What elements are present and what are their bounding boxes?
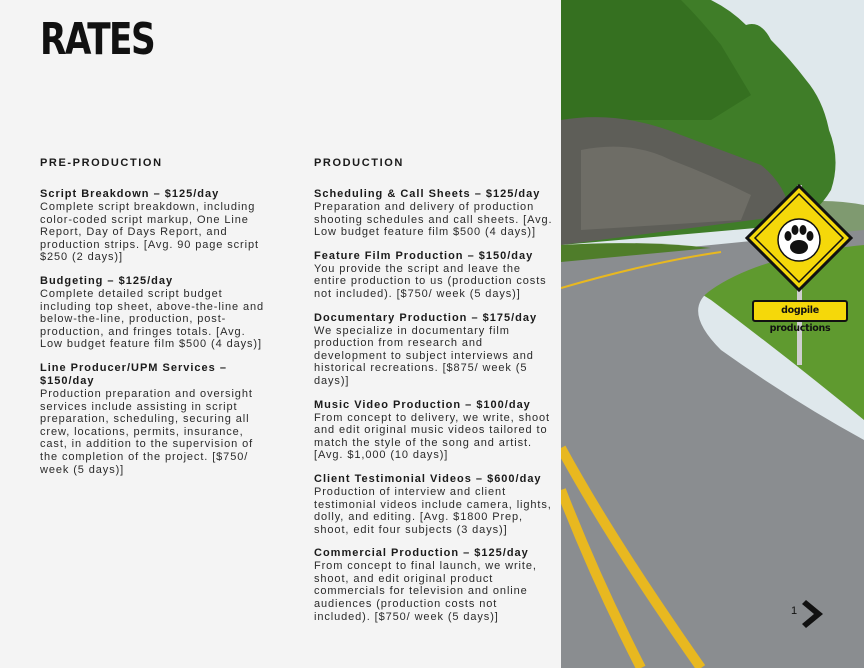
service-title: Music Video Production – $100/day [314,398,531,411]
service-title: Commercial Production – $125/day [314,547,529,560]
service-description: Production preparation and oversight services include assisting in script preparation, scheduling, securing all crew, locations, permits, insurance, cast, in addition to the supervision of the completion of the project. [$750/ week (5 days)] [40,387,254,476]
service-item [314,250,554,301]
service-title: Documentary Production – $175/day [314,311,538,324]
service-title: Budgeting – $125/day [40,274,174,287]
service-description: From concept to final launch, we write, shoot, and edit original product commercials for television and online audiences (production costs not included). [$750/ week (5 days)] [314,560,537,623]
service-title: Client Testimonial Videos – $600/day [314,472,542,485]
service-item [314,547,554,623]
page-number: 1 [791,605,798,617]
pre-production-heading: PRE-PRODUCTION [40,157,163,169]
service-description: From concept to delivery, we write, shoot and edit original music videos tailored to match the style of the song and artist. [Avg. $1,000 (10 days)] [314,411,550,462]
service-item [40,188,272,264]
chevron-right-icon [802,600,824,628]
service-item [314,188,554,239]
sign-label: dogpile productions [752,300,848,322]
service-description: We specialize in documentary film production from research and development to subject interviews and historical recreations. [$875/ week (5 days)] [314,324,534,387]
production-heading: PRODUCTION [314,157,404,169]
service-item [40,362,272,476]
page-title: RATES [40,14,155,65]
service-item [314,399,554,462]
service-item [314,312,554,388]
pre-production-column [40,157,272,487]
service-title: Feature Film Production – $150/day [314,249,534,262]
service-description: Complete script breakdown, including color-coded script markup, One Line Report, Day of Days Report, and production strips. [Avg. 90 page script $250 (2 days)] [40,201,259,264]
service-item [40,275,272,351]
paw-icon [778,219,820,261]
service-title: Script Breakdown – $125/day [40,188,220,200]
service-description: Preparation and delivery of production shooting schedules and call sheets. [Avg. Low budget feature film $500 (4 days)] [314,201,553,239]
service-description: Complete detailed script budget including top sheet, above-the-line and below-the-line, production, post-production, and fringes totals. [Avg. Low budget feature film $500 (4 days)] [40,287,265,351]
service-description: Production of interview and client testimonial videos include camera, lights, dolly, and editing. [Avg. $1800 Prep, shoot, edit four subjects (3 days)] [314,485,552,536]
service-description: You provide the script and leave the entire production to us (production costs not included). [$750/ week (5 days)] [314,262,547,300]
next-page-button[interactable] [802,600,824,628]
production-column [314,157,554,634]
service-item [314,473,554,536]
service-title: Scheduling & Call Sheets – $125/day [314,188,541,200]
service-title: Line Producer/UPM Services – $150/day [40,361,227,387]
